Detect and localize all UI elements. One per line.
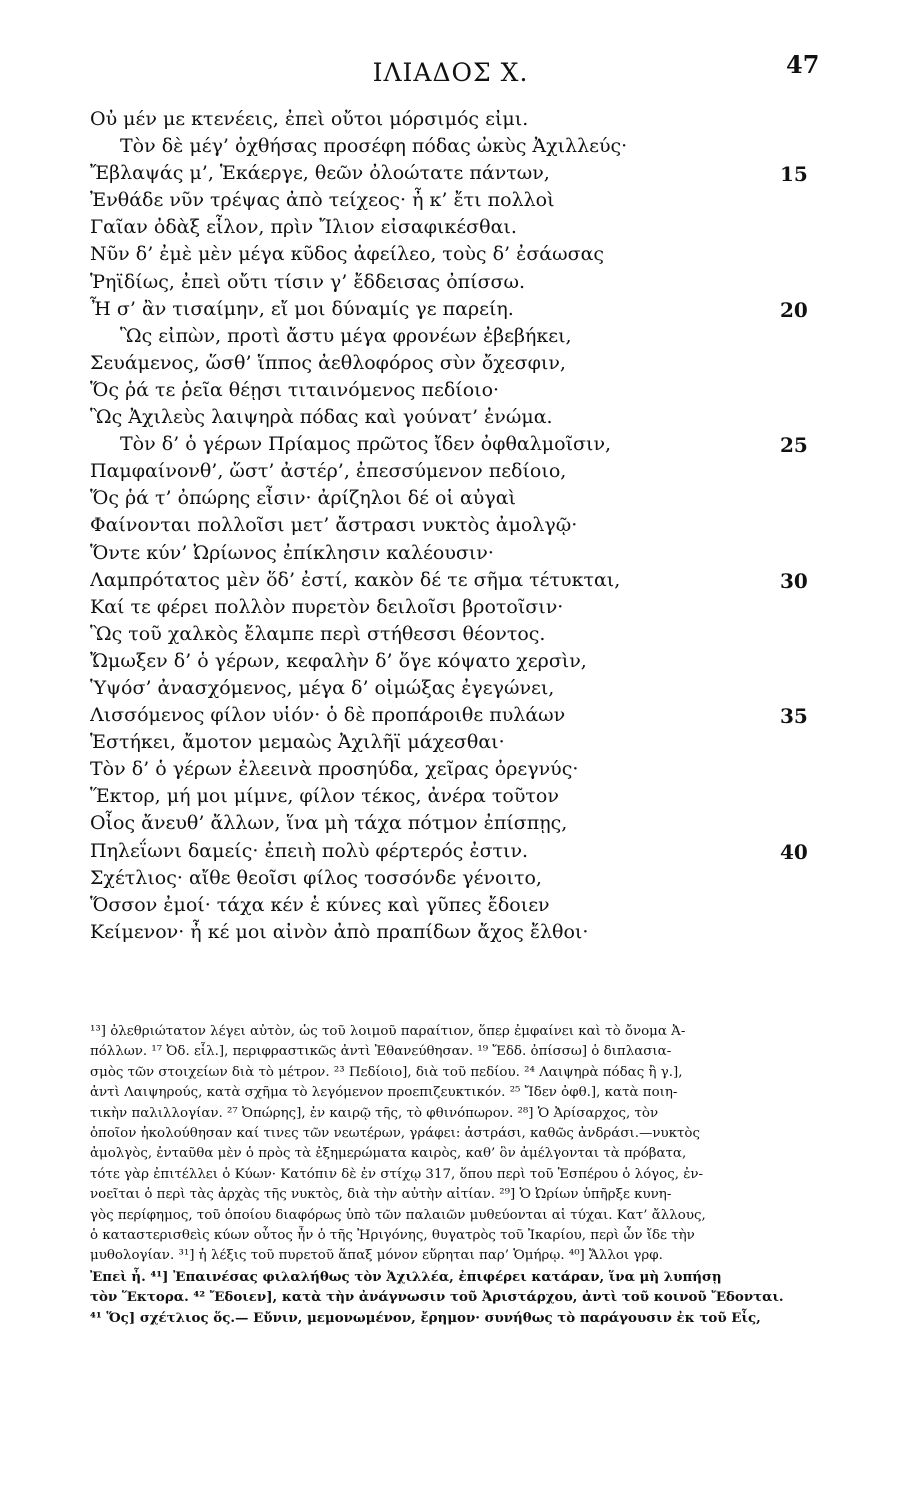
footnote-line: τὸν Ἕκτορα. ⁴² Ἔδοιεν], κατὰ τὴν ἀνάγνωσιν τοῦ Ἀριστάρχου, ἀντὶ τοῦ κοινοῦ Ἔδονται. [90, 1289, 784, 1306]
verse-line: Οὐ μέν με κτενέεις, ἐπεὶ οὔτοι μόρσιμός εἰμι. [90, 108, 529, 130]
verse-line: Παμφαίνονθ’, ὥστ’ ἀστέρ’, ἐπεσσύμενον πεδίοιο, [90, 460, 567, 483]
verse-line: Πηλεΐωνι δαμείς· ἐπειὴ πολὺ φέρτερός ἐστιν. [90, 839, 529, 862]
verse-line: Λαμπρότατος μὲν ὅδ’ ἐστί, κακὸν δέ τε σῆμα τέτυκται, [90, 568, 621, 591]
verse-line: Ὣς Ἀχιλεὺς λαιψηρὰ πόδας καὶ γούνατ’ ἐνώμα. [90, 406, 553, 429]
verse-line: Ἦ σ’ ἂν τισαίμην, εἴ μοι δύναμίς γε παρείη. [90, 297, 514, 320]
verse-line: Τὸν δ’ ὁ γέρων Πρίαμος πρῶτος ἴδεν ὀφθαλμοῖσιν, [120, 433, 612, 456]
footnote-line: ὁ καταστερισθεὶς κύων οὗτος ἦν ὁ τῆς Ἠριγόνης, θυγατρὸς τοῦ Ἰκαρίου, περὶ ὧν ἴδε τὴν [90, 1228, 695, 1244]
footnote-line: τικὴν παλιλλογίαν. ²⁷ Ὀπώρης], ἐν καιρῷ τῆς, τὸ φθινόπωρον. ²⁸] Ὁ Ἀρίσαρχος, τὸν [90, 1105, 659, 1121]
line-number: 15 [780, 162, 808, 187]
verse-line: Ἑστήκει, ἄμοτον μεμαὼς Ἀχιλῆϊ μάχεσθαι· [90, 731, 505, 754]
footnote-line: ¹³] ὀλεθριώτατον λέγει αὐτὸν, ὡς τοῦ λοιμοῦ παραίτιον, ὅπερ ἐμφαίνει καὶ τὸ ὄνομα Ἀ- [90, 1024, 686, 1039]
line-number: 40 [780, 839, 808, 864]
verse-block [90, 106, 820, 946]
verse-line: Ὤμωξεν δ’ ὁ γέρων, κεφαλὴν δ’ ὅγε κόψατο χερσὶν, [90, 649, 587, 672]
verse-line: Ὅσσον ἐμοί· τάχα κέν ἑ κύνες καὶ γῦπες ἔδοιεν [90, 893, 550, 916]
footnote-line: νοεῖται ὁ περὶ τὰς ἀρχὰς τῆς νυκτὸς, διὰ τὴν αὐτὴν αἰτίαν. ²⁹] Ὁ Ὠρίων ὑπῆρξε κυνη- [90, 1187, 672, 1203]
footnote-line: γὸς περίφημος, τοῦ ὁποίου διαφόρως ὑπὸ τῶν παλαιῶν μυθεύονται αἱ τύχαι. Κατ’ ἄλλους, [90, 1207, 706, 1223]
line-number: 30 [780, 568, 808, 593]
footnotes-block [90, 1022, 826, 1328]
line-number: 20 [780, 297, 808, 322]
footnote-line: τότε γὰρ ἐπιτέλλει ὁ Κύων· Κατόπιν δὲ ἐν στίχῳ 317, ὅπου περὶ τοῦ Ἑσπέρου ὁ λόγος, ἐν- [90, 1166, 704, 1182]
footnote-line: ὁποῖον ἠκολούθησαν καί τινες τῶν νεωτέρων, γράφει: ἀστράσι, καθῶς ἀνδράσι.—νυκτὸς [90, 1126, 700, 1142]
verse-line: Ὅς ῥά τε ῥεῖα θέῃσι τιταινόμενος πεδίοιο· [90, 378, 500, 401]
verse-line: Νῦν δ’ ἐμὲ μὲν μέγα κῦδος ἀφείλεο, τοὺς δ’ ἐσάωσας [90, 243, 605, 266]
footnote-line: μυθολογίαν. ³¹] ἡ λέξις τοῦ πυρετοῦ ἅπαξ μόνον εὕρηται παρ’ Ὁμήρῳ. ⁴⁰] Ἄλλοι γρφ. [90, 1248, 663, 1264]
verse-line: Καί τε φέρει πολλὸν πυρετὸν δειλοῖσι βροτοῖσιν· [90, 595, 564, 618]
verse-line: Γαῖαν ὀδὰξ εἷλον, πρὶν Ἴλιον εἰσαφικέσθαι. [90, 216, 517, 239]
verse-line: Τὸν δ’ ὁ γέρων ἐλεεινὰ προσηύδα, χεῖρας ὀρεγνύς· [90, 758, 579, 781]
footnote-line: πόλλων. ¹⁷ Ὀδ. εἷλ.], περιφραστικῶς ἀντὶ Ἐθανεύθησαν. ¹⁹ Ἔδδ. ὀπίσσω] ὁ διπλασια- [90, 1044, 672, 1060]
running-head-title: ΙΛΙΑΔΟΣ Χ. [372, 58, 529, 87]
verse-line: Λισσόμενος φίλον υἱόν· ὁ δὲ προπάροιθε πυλάων [90, 704, 566, 727]
verse-line: Τὸν δὲ μέγ’ ὀχθήσας προσέφη πόδας ὠκὺς Ἀχιλλεύς· [120, 135, 628, 158]
verse-line: Φαίνονται πολλοῖσι μετ’ ἄστρασι νυκτὸς ἀμολγῷ· [90, 514, 578, 537]
verse-line: Ὑψόσ’ ἀνασχόμενος, μέγα δ’ οἰμώξας ἐγεγώνει, [90, 676, 555, 699]
verse-line: Ῥηϊδίως, ἐπεὶ οὔτι τίσιν γ’ ἔδδεισας ὀπίσσω. [90, 270, 526, 293]
footnote-line: ἀντὶ Λαιψηρούς, κατὰ σχῆμα τὸ λεγόμενον προεπιζευκτικόν. ²⁵ Ἴδεν ὀφθ.], κατὰ ποιη- [90, 1085, 678, 1101]
verse-line: Σχέτλιος· αἴθε θεοῖσι φίλος τοσσόνδε γένοιτο, [90, 866, 542, 889]
verse-line: Ἕκτορ, μή μοι μίμνε, φίλον τέκος, ἀνέρα τοῦτον [90, 785, 559, 808]
verse-line: Ἐνθάδε νῦν τρέψας ἀπὸ τείχεος· ἦ κ’ ἔτι πολλοὶ [90, 189, 555, 212]
page-number: 47 [786, 50, 820, 79]
line-number: 25 [780, 433, 808, 458]
verse-line: Οἶος ἄνευθ’ ἄλλων, ἵνα μὴ τάχα πότμον ἐπίσπῃς, [90, 812, 568, 835]
footnote-line: ἀμολγὸς, ἐνταῦθα μὲν ὁ πρὸς τὰ ἐξημερώματα καιρὸς, καθ’ ὃν ἀμέλγονται τὰ πρόβατα, [90, 1146, 687, 1162]
verse-line: Ὣς εἰπὼν, προτὶ ἄστυ μέγα φρονέων ἐβεβήκει, [120, 324, 572, 347]
verse-line: Ἔβλαψάς μ’, Ἑκάεργε, θεῶν ὀλοώτατε πάντων, [90, 162, 550, 185]
verse-line: Ὣς τοῦ χαλκὸς ἔλαμπε περὶ στήθεσσι θέοντος. [90, 622, 546, 645]
line-number: 35 [780, 704, 808, 729]
verse-line: Σευάμενος, ὥσθ’ ἵππος ἀεθλοφόρος σὺν ὄχεσφιν, [90, 351, 566, 374]
footnote-line: Ἐπεὶ ἦ. ⁴¹] Ἐπαινέσας φιλαλήθως τὸν Ἀχιλλέα, ἐπιφέρει κατάραν, ἵνα μὴ λυπήσῃ [90, 1268, 722, 1285]
verse-line: Ὅς ῥά τ’ ὀπώρης εἶσιν· ἀρίζηλοι δέ οἱ αὐγαὶ [90, 487, 516, 510]
footnote-line: σμὸς τῶν στοιχείων διὰ τὸ μέτρον. ²³ Πεδίοιο], διὰ τοῦ πεδίου. ²⁴ Λαιψηρὰ πόδας ἢ γ.], [90, 1064, 683, 1080]
footnote-line: ⁴¹ Ὅς] σχέτλιος ὅς.— Εὔνιν, μεμονωμένον, ἔρημον· συνήθως τὸ παράγουσιν ἐκ τοῦ Εἶς, [90, 1309, 761, 1326]
verse-line: Κείμενον· ἦ κέ μοι αἰνὸν ἀπὸ πραπίδων ἄχος ἔλθοι· [90, 920, 589, 943]
verse-line: Ὅντε κύν’ Ὠρίωνος ἐπίκλησιν καλέουσιν· [90, 541, 494, 564]
